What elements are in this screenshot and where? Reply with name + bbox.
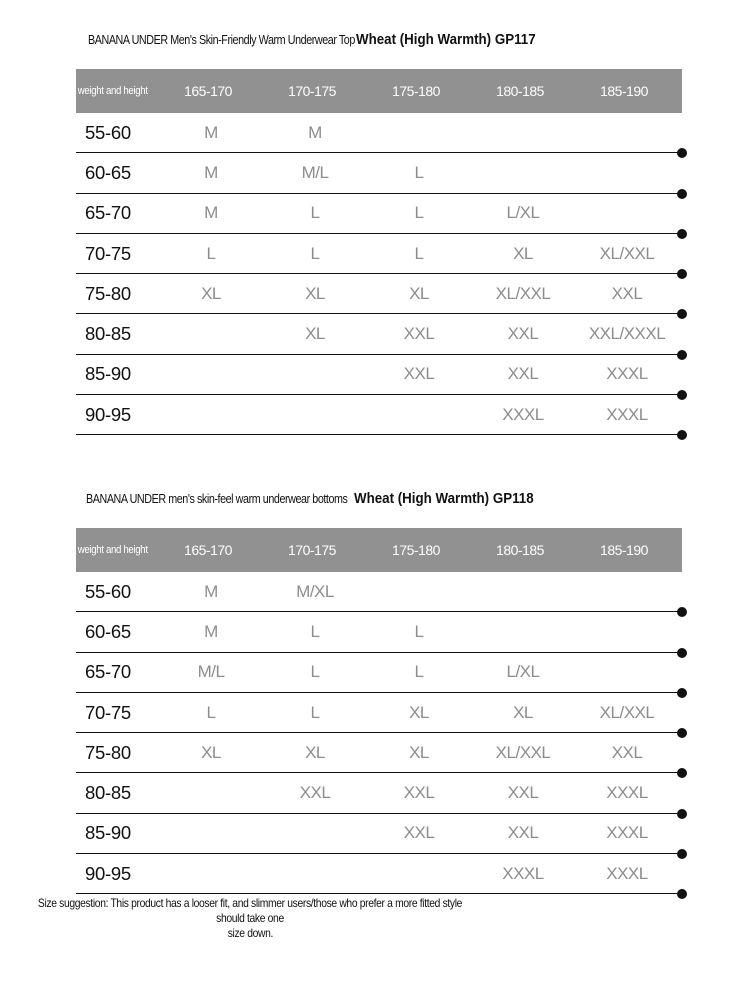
table-2-color-code: Wheat (High Warmth) GP118 <box>354 491 534 507</box>
size-table-top <box>76 69 682 435</box>
table-header <box>76 69 682 113</box>
size-cell: M <box>204 122 218 142</box>
size-cell: XL <box>305 324 325 344</box>
table-row <box>76 854 682 894</box>
size-cell: L/XL <box>506 203 540 223</box>
size-cell: XXXL <box>606 823 648 843</box>
weight-label: 90-95 <box>85 862 131 884</box>
size-cell: XXL <box>299 783 331 803</box>
table-row <box>76 572 682 612</box>
table-header <box>76 528 682 572</box>
size-cell: L <box>310 702 320 722</box>
weight-label: 85-90 <box>85 363 131 385</box>
column-header: 180-185 <box>496 542 544 558</box>
size-cell: XXXL <box>502 404 544 424</box>
column-header: 175-180 <box>392 542 440 558</box>
size-cell: XL <box>305 742 325 762</box>
size-cell: XXL <box>507 364 539 384</box>
column-header: 165-170 <box>184 83 232 99</box>
size-cell: M <box>204 581 218 601</box>
size-cell: L <box>414 243 424 263</box>
corner-label: weight and height <box>77 85 148 97</box>
table-row <box>76 314 682 354</box>
size-cell: XXXL <box>606 863 648 883</box>
size-cell: XL <box>513 243 533 263</box>
table-row <box>76 693 682 733</box>
size-cell: XL/XXL <box>599 702 655 722</box>
size-table-bottom <box>76 528 682 894</box>
size-cell: XL/XXL <box>599 243 655 263</box>
size-cell: XL <box>513 702 533 722</box>
weight-label: 55-60 <box>85 121 131 143</box>
table-row <box>76 194 682 234</box>
column-header: 170-175 <box>288 542 336 558</box>
size-cell: XXL <box>403 823 435 843</box>
size-cell: XL <box>409 702 429 722</box>
size-cell: XL <box>409 283 429 303</box>
size-cell: XXL <box>403 364 435 384</box>
table-row <box>76 612 682 652</box>
size-cell: L <box>414 621 424 641</box>
size-cell: XXL/XXXL <box>588 324 666 344</box>
column-header: 170-175 <box>288 83 336 99</box>
size-cell: XL <box>305 283 325 303</box>
weight-label: 55-60 <box>85 580 131 602</box>
column-header: 175-180 <box>392 83 440 99</box>
size-cell: XXL <box>507 783 539 803</box>
size-cell: L <box>310 243 320 263</box>
size-cell: XL <box>201 742 221 762</box>
size-cell: L/XL <box>506 662 540 682</box>
size-cell: XXXL <box>606 404 648 424</box>
size-cell: XL/XXL <box>495 283 551 303</box>
column-header: 180-185 <box>496 83 544 99</box>
weight-label: 65-70 <box>85 202 131 224</box>
table-2-title <box>86 490 549 508</box>
size-cell: L <box>310 662 320 682</box>
size-cell: M/L <box>301 162 329 182</box>
note-line-1: Size suggestion: This product has a looser fit, and slimmer users/those who prefer a more fitted style should take one <box>37 896 463 925</box>
size-cell: M/XL <box>296 581 334 601</box>
weight-label: 60-65 <box>85 620 131 642</box>
table-row <box>76 733 682 773</box>
column-header: 185-190 <box>600 542 648 558</box>
corner-label: weight and height <box>77 544 148 556</box>
weight-label: 65-70 <box>85 661 131 683</box>
table-2-product-name: BANANA UNDER men's skin-feel warm underwear bottoms <box>86 492 348 506</box>
size-cell: M/L <box>197 662 225 682</box>
weight-label: 80-85 <box>85 782 131 804</box>
size-cell: M <box>204 203 218 223</box>
weight-label: 75-80 <box>85 741 131 763</box>
table-1-title <box>88 31 551 49</box>
row-end-dot <box>677 889 687 899</box>
weight-label: 70-75 <box>85 701 131 723</box>
size-cell: XXL <box>611 742 643 762</box>
size-cell: XXL <box>507 324 539 344</box>
size-cell: L <box>414 162 424 182</box>
weight-label: 75-80 <box>85 282 131 304</box>
table-1-color-code: Wheat (High Warmth) GP117 <box>356 32 536 48</box>
size-cell: XXL <box>403 324 435 344</box>
size-suggestion-note <box>0 896 500 941</box>
table-row <box>76 773 682 813</box>
weight-label: 60-65 <box>85 161 131 183</box>
table-row <box>76 234 682 274</box>
size-cell: L <box>310 203 320 223</box>
table-row <box>76 274 682 314</box>
size-cell: XL <box>409 742 429 762</box>
weight-label: 80-85 <box>85 323 131 345</box>
table-row <box>76 653 682 693</box>
size-cell: L <box>206 243 216 263</box>
size-cell: XXXL <box>606 783 648 803</box>
size-cell: L <box>310 621 320 641</box>
size-cell: XL <box>201 283 221 303</box>
size-cell: M <box>204 162 218 182</box>
size-cell: L <box>414 203 424 223</box>
size-cell: XXL <box>403 783 435 803</box>
weight-label: 70-75 <box>85 242 131 264</box>
size-cell: XXL <box>507 823 539 843</box>
size-cell: L <box>414 662 424 682</box>
table-row <box>76 113 682 153</box>
size-cell: XXL <box>611 283 643 303</box>
weight-label: 90-95 <box>85 403 131 425</box>
table-row <box>76 355 682 395</box>
size-cell: XL/XXL <box>495 742 551 762</box>
size-cell: M <box>204 621 218 641</box>
size-cell: XXXL <box>606 364 648 384</box>
table-row <box>76 814 682 854</box>
weight-label: 85-90 <box>85 822 131 844</box>
note-line-2: size down. <box>227 926 273 940</box>
table-row <box>76 153 682 193</box>
size-cell: M <box>308 122 322 142</box>
table-row <box>76 395 682 435</box>
row-end-dot <box>677 430 687 440</box>
size-cell: L <box>206 702 216 722</box>
column-header: 165-170 <box>184 542 232 558</box>
column-header: 185-190 <box>600 83 648 99</box>
table-1-product-name: BANANA UNDER Men's Skin-Friendly Warm Underwear Top <box>88 33 355 47</box>
size-cell: XXXL <box>502 863 544 883</box>
